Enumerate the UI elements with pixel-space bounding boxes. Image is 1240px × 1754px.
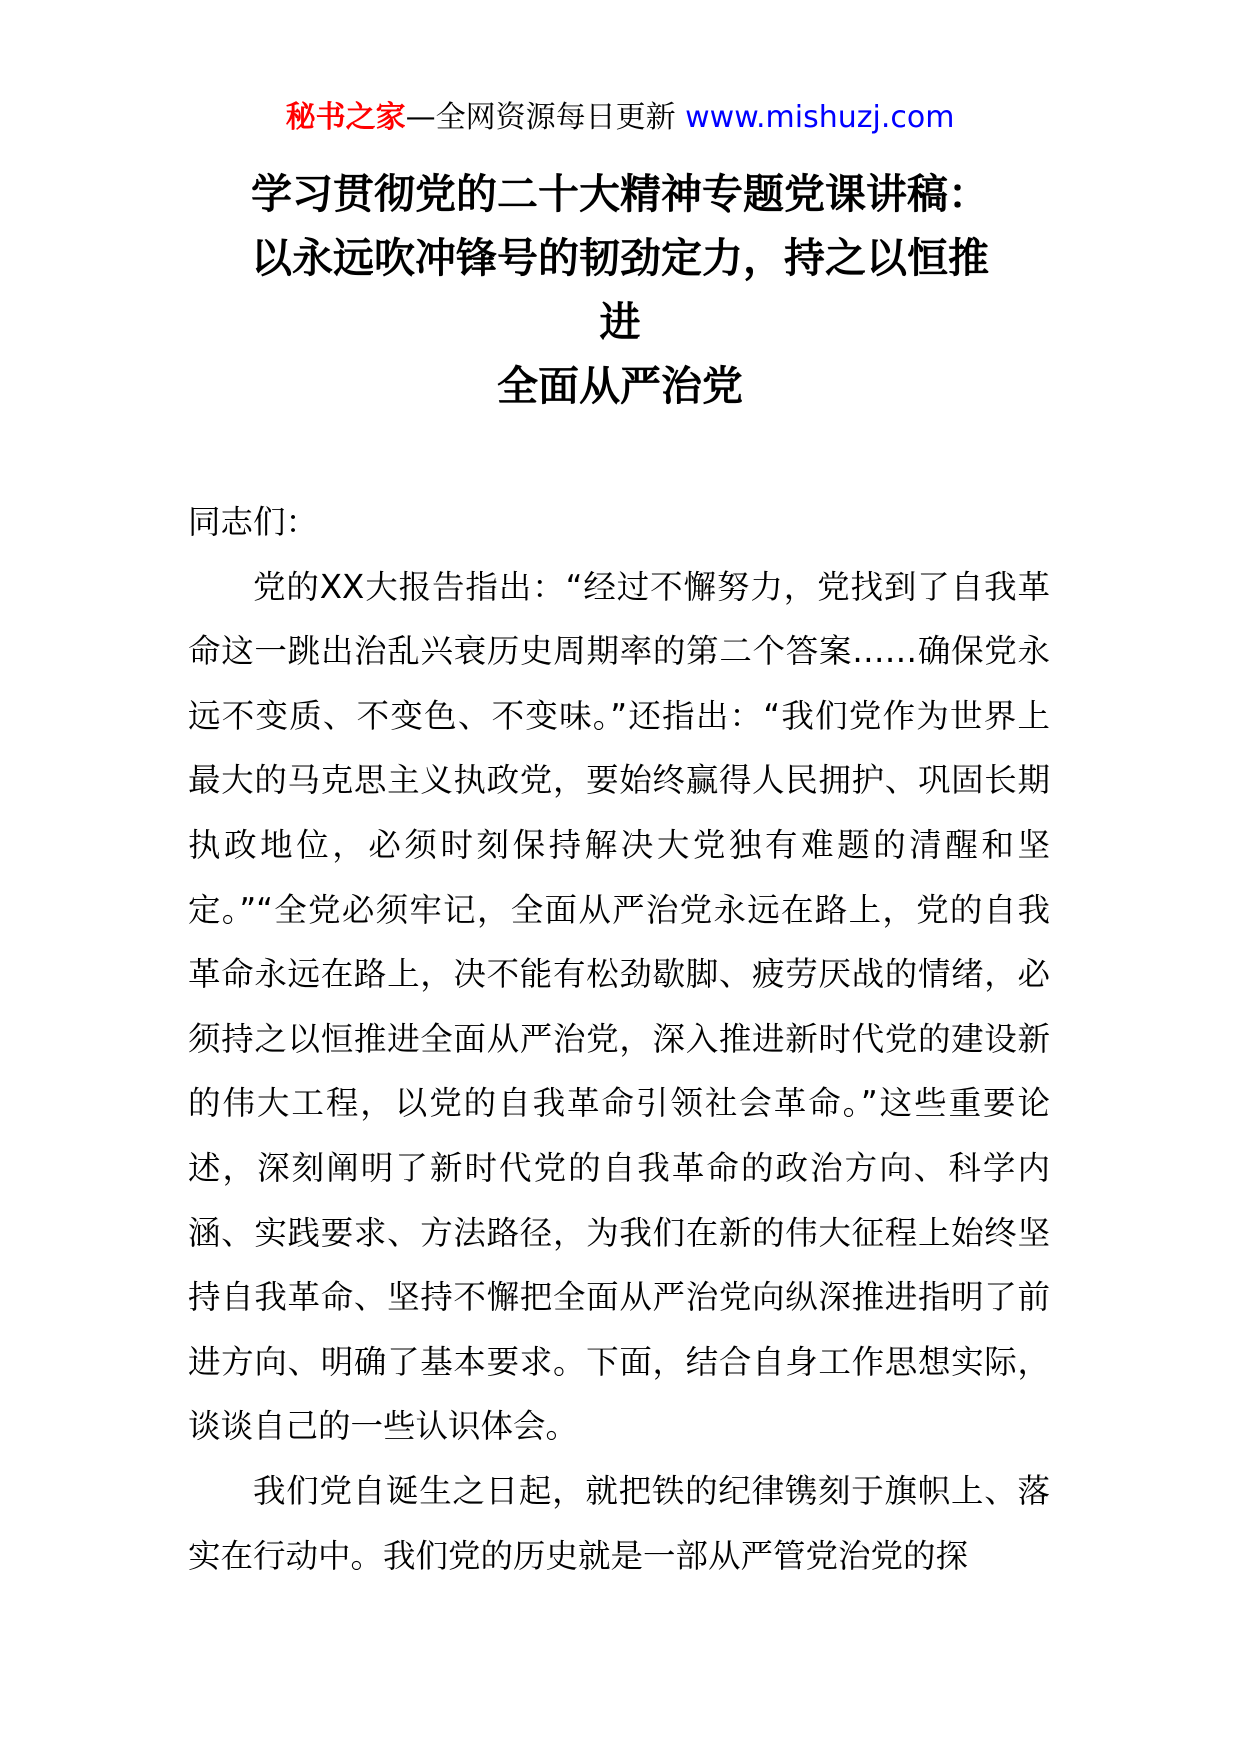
header-tagline: —全网资源每日更新 <box>405 100 676 135</box>
paragraph-2: 我们党自诞生之日起，就把铁的纪律镌刻于旗帜上、落实在行动中。我们党的历史就是一部从严管党治党的探 <box>188 1471 1050 1575</box>
title-line-1: 学习贯彻党的二十大精神专题党课讲稿： <box>251 170 989 218</box>
title-line-4: 全面从严治党 <box>497 362 743 410</box>
site-header <box>0 98 1240 138</box>
brand-name: 秘书之家 <box>285 100 406 135</box>
salutation: 同志们： <box>188 503 319 541</box>
site-url-link[interactable]: www.mishuzj.com <box>685 100 955 135</box>
title-line-2: 以永远吹冲锋号的韧劲定力，持之以恒推 <box>251 234 989 282</box>
title-line-3: 进 <box>599 298 641 346</box>
document-title <box>190 162 1050 418</box>
document-body <box>188 490 1050 1588</box>
paragraph-1: 党的XX大报告指出：“经过不懈努力，党找到了自我革命这一跳出治乱兴衰历史周期率的第二个答案……确保党永远不变质、不变色、不变味。”还指出：“我们党作为世界上最大的马克思主义执政党，要始终赢得人民拥护、巩固长期执政地位，必须时刻保持解决大党独有难题的清醒和坚定。”“全党必须牢记，全面从严治党永远在路上，党的自我革命永远在路上，决不能有松劲歇脚、疲劳厌战的情绪，必须持之以恒推进全面从严治党，深入推进新时代党的建设新的伟大工程，以党的自我革命引领社会革命。”这些重要论述，深刻阐明了新时代党的自我革命的政治方向、科学内涵、实践要求、方法路径，为我们在新的伟大征程上始终坚持自我革命、坚持不懈把全面从严治党向纵深推进指明了前进方向、明确了基本要求。下面，结合自身工作思想实际，谈谈自己的一些认识体会。 <box>188 567 1050 1446</box>
